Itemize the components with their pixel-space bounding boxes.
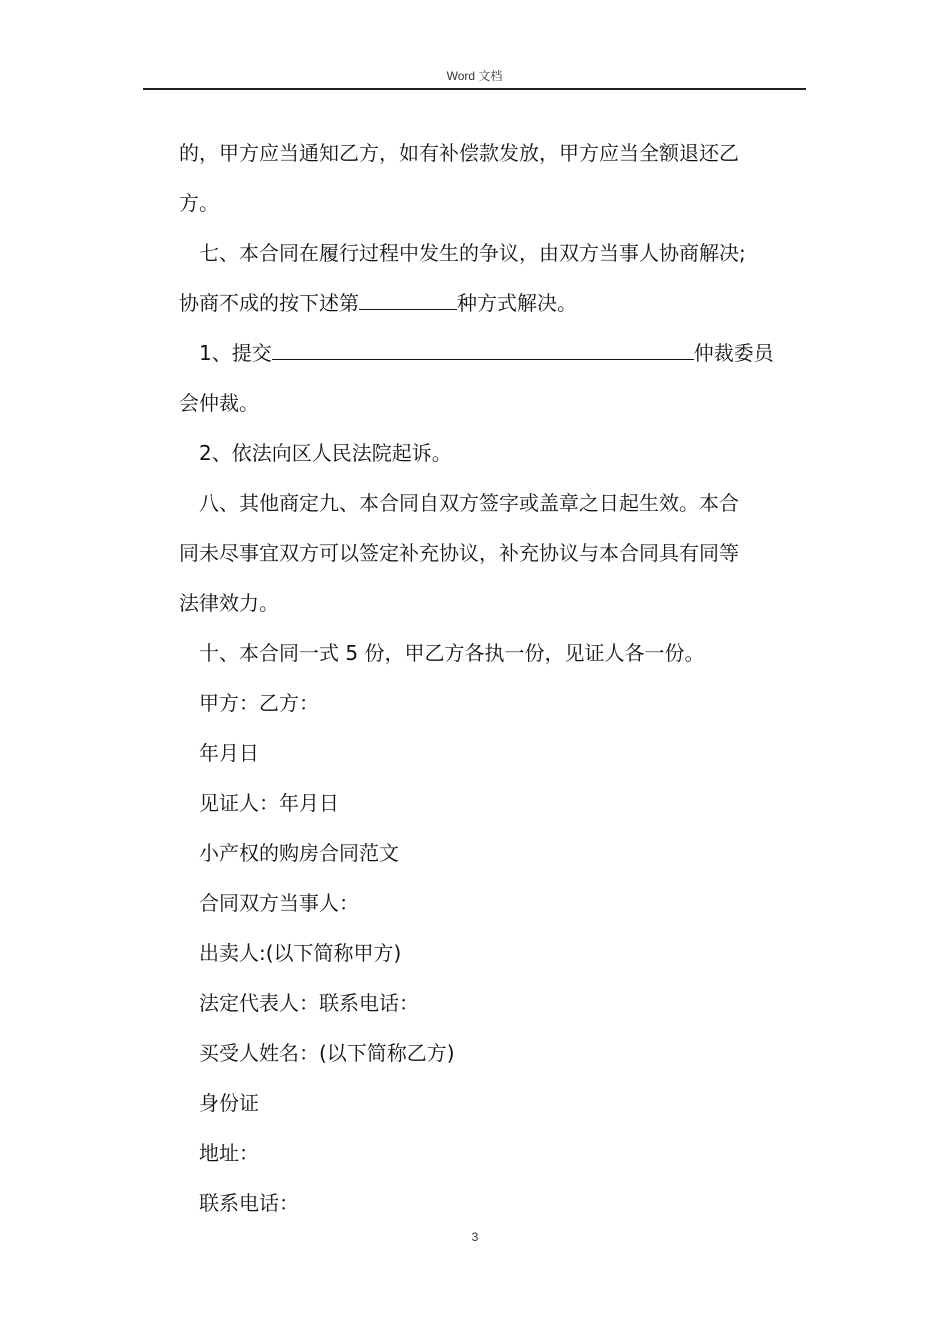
option-two-line: 2、依法向区人民法院起诉。 [199, 441, 452, 465]
clause-eight-line-3: 法律效力。 [179, 591, 279, 615]
buyer-line: 买受人姓名：(以下简称乙方) [199, 1041, 455, 1065]
clause-eight-line: 八、其他商定九、本合同自双方签字或盖章之日起生效。本合 [199, 491, 739, 515]
page-header [143, 68, 806, 90]
header-title: Word 文档 [446, 69, 503, 83]
clause-ten-line: 十、本合同一式 5 份，甲乙方各执一份，见证人各一份。 [199, 641, 705, 665]
fill-in-blank-method [359, 288, 457, 310]
option-one-text-after: 仲裁委员 [693, 341, 774, 365]
id-card-line: 身份证 [199, 1091, 259, 1115]
clause-eight-line-2: 同未尽事宜双方可以签定补充协议，补充协议与本合同具有同等 [179, 541, 739, 565]
document-body [179, 128, 809, 1228]
section-title: 小产权的购房合同范文 [199, 841, 399, 865]
clause-seven-line: 七、本合同在履行过程中发生的争议，由双方当事人协商解决; [199, 241, 746, 265]
paragraph-line: 方。 [179, 191, 219, 215]
signature-date: 年月日 [199, 741, 259, 765]
witness-line: 见证人：年月日 [199, 791, 339, 815]
clause-seven-text-before: 协商不成的按下述第 [179, 291, 359, 315]
parties-heading: 合同双方当事人： [199, 891, 359, 915]
address-line: 地址： [199, 1141, 259, 1165]
option-one-line-2: 会仲裁。 [179, 391, 259, 415]
signature-parties: 甲方：乙方： [199, 691, 319, 715]
page-number: 3 [471, 1230, 479, 1244]
paragraph-line: 的，甲方应当通知乙方，如有补偿款发放，甲方应当全额退还乙 [179, 141, 739, 165]
clause-seven-line-2 [179, 278, 809, 328]
clause-seven-text-after: 种方式解决。 [457, 291, 577, 315]
option-one-line [179, 328, 809, 378]
fill-in-blank-arbitration [272, 338, 694, 360]
seller-line: 出卖人:(以下简称甲方) [199, 941, 402, 965]
legal-rep-line: 法定代表人：联系电话： [199, 991, 419, 1015]
phone-line: 联系电话： [199, 1191, 299, 1215]
option-one-text-before: 1、提交 [199, 341, 272, 365]
